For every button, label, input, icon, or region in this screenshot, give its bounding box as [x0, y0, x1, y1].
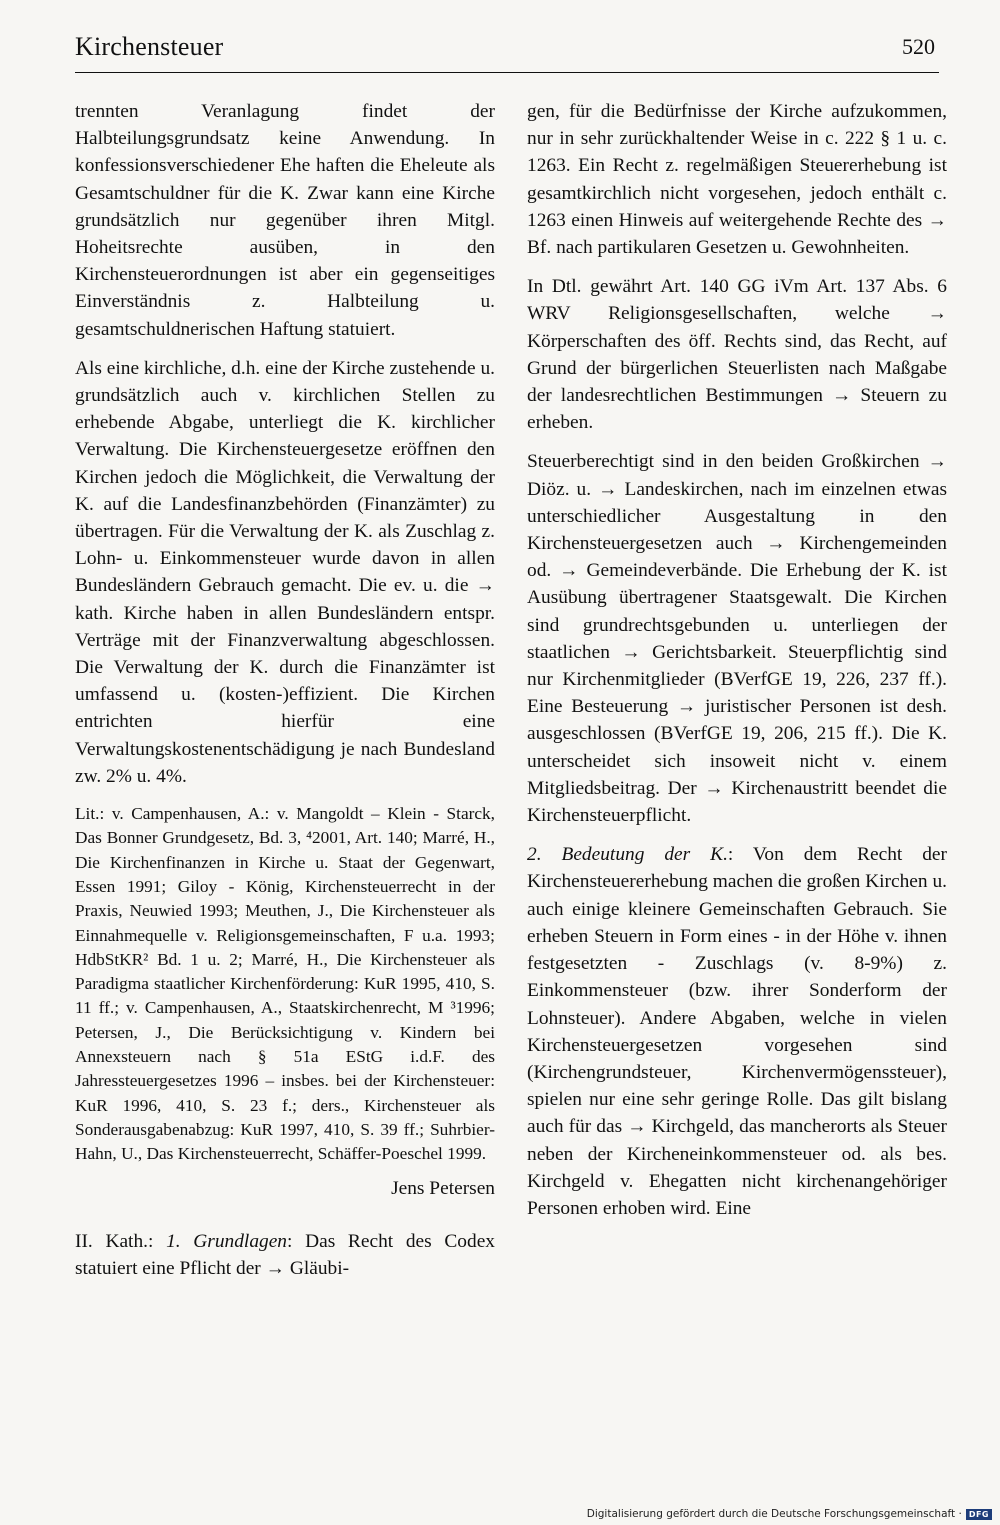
header-title: Kirchensteuer — [75, 32, 224, 61]
digitization-footer — [587, 1508, 992, 1520]
subsection-heading: 2. Bedeutung der K. — [527, 844, 728, 866]
right-column — [527, 98, 947, 1234]
paragraph-text: : Von dem Recht der Kirchensteuererhebung machen die großen Kirchen u. auch einige kleinere Gemeinschaften Gebrauch. Sie erheben Steuern in Form eines - in der Höhe v. ihnen festgesetzten - Zuschlags (v. 8-9%) z. Einkommensteuer (bzw. ihrer Sonderform der Lohnsteuer). Andere Abgaben, welche in vielen Kirchensteuergesetzen vorgesehen sind (Kirchengrundsteuer, Kirchenvermögenssteuer), spielen nur eine sehr geringe Rolle. Das gilt bislang auch für das → Kirchgeld, das mancherorts als Steuer neben der Kircheneinkommensteuer od. als bes. Kirchgeld v. Ehegatten nicht kirchenangehöriger Personen erhoben wird. Eine — [527, 844, 947, 1219]
paragraph-dtl: In Dtl. gewährt Art. 140 GG iVm Art. 137 Abs. 6 WRV Religionsgesellschaften, welche → Körperschaften des öff. Rechts sind, das Recht, auf Grund der bürgerlichen Steuerlisten nach Maßgabe der landesrechtlichen Bestimmungen → Steuern zu erheben. — [527, 276, 947, 434]
paragraph-text: : Das Recht des Codex statuiert eine Pflicht der → Gläubi- — [75, 1230, 496, 1279]
paragraph-kath-grundlagen — [75, 1228, 495, 1282]
page-number: 520 — [902, 34, 935, 59]
paragraph-halbteilung: trennten Veranlagung findet der Halbteilungsgrundsatz keine Anwendung. In konfessionsverschiedener Ehe haften die Eheleute als Gesamtschuldner für die K. Zwar kann eine Kirche grundsätzlich nur gegenüber ihren Mitgl. Hoheitsrechte ausüben, in den Kirchensteuerordnungen ist aber ein gegenseitiges Einverständnis z. Halbteilung u. gesamtschuldnerischen Haftung statuiert. — [75, 101, 495, 340]
paragraph-codex: gen, für die Bedürfnisse der Kirche aufzukommen, nur in sehr zurückhaltender Weise in c. 222 § 1 u. c. 1263. Ein Recht z. regelmäßigen Steuererhebung ist gesamtkirchlich nicht vorgesehen, jedoch enthält c. 1263 einen Hinweis auf weitergehende Rechte des → Bf. nach partikularen Gesetzen u. Gewohnheiten. — [527, 101, 947, 259]
footer-text: Digitalisierung gefördert durch die Deutsche Forschungsgemeinschaft · — [586, 1508, 962, 1520]
paragraph-bedeutung — [527, 841, 947, 1222]
section-label: II. Kath.: — [75, 1230, 167, 1252]
left-column — [75, 98, 495, 1294]
paragraph-steuerberechtigt: Steuerberechtigt sind in den beiden Großkirchen → Diöz. u. → Landeskirchen, nach im einzelnen etwas unterschiedlicher Ausgestaltung in den Kirchensteuergesetzen auch → Kirchengemeinden od. → Gemeindeverbände. Die Erhebung der K. ist Ausübung übertragener Staatsgewalt. Die Kirchen sind grundrechtsgebunden u. unterliegen der staatlichen → Gerichtsbarkeit. Steuerpflichtig sind nur Kirchenmitglieder (BVerfGE 19, 226, 237 ff.). Eine Besteuerung → juristischer Personen ist desh. ausgeschlossen (BVerfGE 19, 206, 215 ff.). Die K. unterscheidet sich insoweit nicht v. einem Mitgliedsbeitrag. Der → Kirchenaustritt beendet die Kirchensteuerpflicht. — [527, 451, 947, 827]
literature-list: Lit.: v. Campenhausen, A.: v. Mangoldt – Klein - Starck, Das Bonner Grundgesetz, Bd. 3, ⁴2001, Art. 140; Marré, H., Die Kirchenfinanzen in Kirche u. Staat der Gegenwart, Essen 1991; Giloy - König, Kirchensteuerrecht in der Praxis, Neuwied 1993; Meuthen, J., Die Kirchensteuer als Einnahmequelle v. Religionsgemeinschaften, F u.a. 1993; HdbStKR² Bd. 1 u. 2; Marré, H., Die Kirchensteuer als Paradigma staatlicher Kirchenförderung: KuR 1995, 410, S. 11 ff.; v. Campenhausen, A., Staatskirchenrecht, M ³1996; Petersen, J., Die Berücksichtigung v. Kindern bei Annexsteuern nach § 51a EStG i.d.F. des Jahressteuergesetzes 1996 – insbes. bei der Kirchensteuer: KuR 1996, 410, S. 23 f.; ders., Kirchensteuer als Sonderausgabenabzug: KuR 1997, 410, S. 39 ff.; Suhrbier-Hahn, U., Das Kirchensteuerrecht, Schäffer-Poeschel 1999. — [75, 804, 495, 1164]
subsection-heading: 1. Grundlagen — [166, 1230, 288, 1252]
dfg-logo: DFG — [966, 1509, 992, 1520]
paragraph-verwaltung: Als eine kirchliche, d.h. eine der Kirche zustehende u. grundsätzlich auch v. kirchlichen Stellen zu erhebende Abgabe, unterliegt die K. kirchlicher Verwaltung. Die Kirchensteuergesetze eröffnen den Kirchen jedoch die Möglichkeit, die Verwaltung der K. auf die Landesfinanzbehörden (Finanzämter) zu übertragen. Für die Verwaltung der K. als Zuschlag z. Lohn- u. Einkommensteuer wurde davon in allen Bundesländern Gebrauch gemacht. Die ev. u. die → kath. Kirche haben in allen Bundesländern entspr. Verträge mit der Finanzverwaltung abgeschlossen. Die Verwaltung der K. durch die Finanzämter ist umfassend u. (kosten-)effizient. Die Kirchen entrichten hierfür eine Verwaltungskostenentschädigung je nach Bundesland zw. 2% u. 4%. — [75, 357, 495, 787]
running-header — [75, 30, 939, 73]
author-signature: Jens Petersen — [391, 1177, 495, 1199]
